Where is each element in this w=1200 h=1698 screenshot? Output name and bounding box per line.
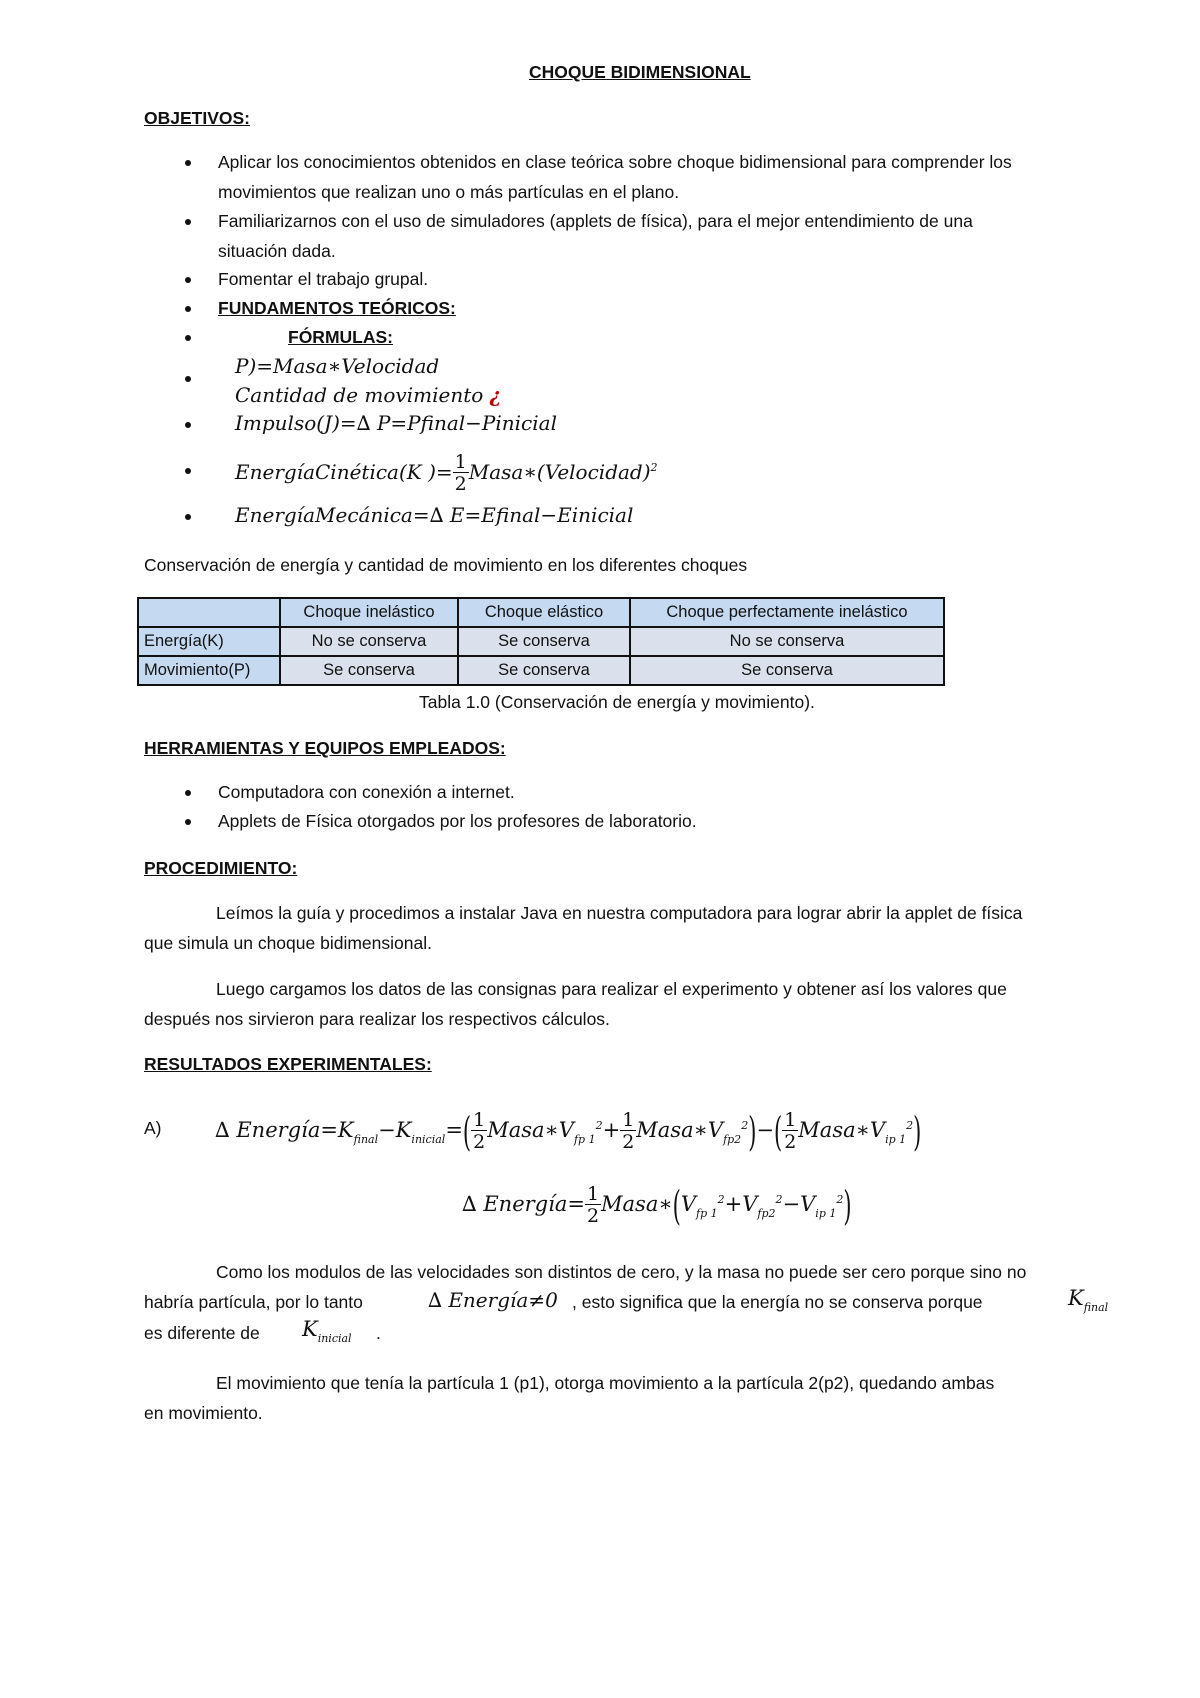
eq2-sq-1: 2	[717, 1193, 725, 1206]
fraction-half	[782, 1110, 798, 1153]
table-cell: No se conserva	[630, 627, 944, 656]
objetivo-1-line-1: Aplicar los conocimientos obtenidos en clase teórica sobre choque bidimensional para comprender los	[218, 152, 1012, 172]
bullet-icon	[185, 790, 191, 796]
herramienta-2: Applets de Física otorgados por los profesores de laboratorio.	[218, 811, 697, 831]
k-inicial-symbol	[302, 1317, 352, 1345]
k-letter: K	[302, 1317, 318, 1341]
eq1-kinicial-sub: inicial	[411, 1133, 446, 1146]
table-cell: Se conserva	[630, 656, 944, 685]
formula-energia-cinetica	[235, 444, 658, 496]
resultados-p1-line-2a: habría partícula, por lo tanto	[144, 1292, 363, 1312]
objetivo-2-line-2: situación dada.	[218, 241, 336, 261]
table-cell: Se conserva	[458, 627, 630, 656]
ec-right: Masa∗(Velocidad)	[468, 460, 651, 484]
table-header-cell: Choque perfectamente inelástico	[630, 598, 944, 627]
table-cell: Se conserva	[458, 656, 630, 685]
herramienta-1: Computadora con conexión a internet.	[218, 782, 515, 802]
eq2-sub-fp2: fp2	[757, 1207, 776, 1220]
resultados-p2-line-1: El movimiento que tenía la partícula 1 (p1), otorga movimiento a la partícula 2(p2), quedando ambas	[216, 1373, 995, 1393]
label-a: A)	[144, 1118, 162, 1138]
formulas-heading: FÓRMULAS:	[288, 327, 393, 347]
conservacion-intro: Conservación de energía y cantidad de movimiento en los diferentes choques	[144, 555, 748, 575]
eq2-sq-3: 2	[836, 1193, 844, 1206]
objetivos-heading: OBJETIVOS:	[144, 108, 250, 128]
eq2-num: 1	[586, 1183, 600, 1205]
eq2-close-paren: )	[843, 1182, 852, 1229]
eq2-sub-fp1: fp 1	[696, 1207, 718, 1220]
table-row	[138, 656, 944, 685]
equation-delta-energia-1	[215, 1098, 921, 1168]
fundamentos-heading: FUNDAMENTOS TEÓRICOS:	[218, 298, 456, 318]
table-row	[138, 627, 944, 656]
eq1-close-paren: )	[748, 1108, 757, 1155]
eq1-delta: ∆ Energía=K	[215, 1118, 354, 1142]
bullet-icon	[185, 219, 191, 225]
table-header-row	[138, 598, 944, 627]
eq1-num: 1	[784, 1109, 797, 1131]
resultados-p1-line-1: Como los modulos de las velocidades son distintos de cero, y la masa no puede ser cero porque sino no	[216, 1262, 1027, 1282]
eq1-masav-1: Masa∗V	[487, 1118, 574, 1142]
bullet-icon	[185, 468, 191, 474]
eq2-sq-2: 2	[775, 1193, 783, 1206]
eq1-den: 2	[784, 1131, 797, 1153]
resultados-p2-line-2: en movimiento.	[144, 1403, 263, 1423]
formula-cantidad-movimiento-line-1: P)=Masa∗Velocidad	[235, 354, 440, 378]
delta-energia-neq-zero: ∆ Energía≠0	[428, 1288, 558, 1312]
k-letter: K	[1068, 1286, 1084, 1310]
eq1-den: 2	[473, 1131, 486, 1153]
eq1-sub-fp2: fp2	[723, 1133, 742, 1146]
resultados-p1-line-3a: es diferente de	[144, 1323, 260, 1343]
fraction-half	[471, 1110, 487, 1153]
table-header-cell: Choque elástico	[458, 598, 630, 627]
eq1-sq-1: 2	[595, 1119, 603, 1132]
formula-cantidad-movimiento-line-2	[235, 383, 501, 407]
objetivo-1-line-2: movimientos que realizan uno o más partículas en el plano.	[218, 182, 680, 202]
ec-num: 1	[454, 451, 467, 473]
eq2-lhs: ∆ Energía=	[462, 1192, 585, 1216]
eq1-sub-ip1: ip 1	[885, 1133, 907, 1146]
page-title: CHOQUE BIDIMENSIONAL	[529, 62, 751, 82]
k-final-symbol	[1068, 1286, 1108, 1314]
k-inicial-sub: inicial	[317, 1332, 352, 1345]
bullet-icon	[185, 514, 191, 520]
eq1-plus: +	[602, 1118, 621, 1142]
ec-den: 2	[454, 473, 467, 495]
eq1-masav-2: Masa∗V	[636, 1118, 724, 1142]
table-header-cell: Choque inelástico	[280, 598, 458, 627]
formula-impulso: Impulso(J)=∆ P=Pfinal−Pinicial	[235, 411, 557, 435]
table-cell: Se conserva	[280, 656, 458, 685]
table-row-label: Energía(K)	[138, 627, 280, 656]
objetivo-3: Fomentar el trabajo grupal.	[218, 269, 429, 289]
procedimiento-p2-line-1: Luego cargamos los datos de las consignas para realizar el experimento y obtener así los valores que	[216, 979, 1007, 999]
equation-delta-energia-2	[462, 1172, 852, 1242]
conservation-table	[137, 597, 945, 686]
eq2-open-paren: (	[672, 1182, 681, 1229]
herramientas-heading: HERRAMIENTAS Y EQUIPOS EMPLEADOS:	[144, 738, 506, 758]
resultados-heading: RESULTADOS EXPERIMENTALES:	[144, 1054, 432, 1074]
eq1-open-paren: (	[462, 1108, 472, 1155]
eq1-num: 1	[473, 1109, 486, 1131]
fraction-half	[453, 452, 469, 495]
bullet-icon	[185, 306, 191, 312]
eq1-eq: =	[445, 1118, 463, 1142]
eq1-close-paren-2: )	[913, 1108, 922, 1155]
eq1-sub-fp1: fp 1	[573, 1133, 596, 1146]
procedimiento-heading: PROCEDIMIENTO:	[144, 858, 298, 878]
objetivo-2-line-1: Familiarizarnos con el uso de simuladores (applets de física), para el mejor entendimiento de una	[218, 211, 973, 231]
cantidad-label: Cantidad de movimiento	[235, 383, 484, 407]
eq1-masav-3: Masa∗V	[798, 1118, 886, 1142]
eq1-sq-2: 2	[741, 1119, 749, 1132]
eq2-sub-ip1: ip 1	[815, 1207, 837, 1220]
resultados-p1-period: .	[376, 1323, 381, 1343]
inverted-question-glyph: ¿	[489, 383, 502, 407]
eq2-v2: V	[742, 1192, 758, 1216]
eq1-minus: −	[756, 1118, 774, 1142]
fraction-half	[585, 1184, 601, 1227]
bullet-icon	[185, 376, 191, 382]
eq2-masa: Masa∗	[601, 1192, 673, 1216]
table-caption: Tabla 1.0 (Conservación de energía y movimiento).	[419, 692, 815, 712]
resultados-p1-line-2b: , esto significa que la energía no se conserva porque	[572, 1292, 983, 1312]
formula-energia-mecanica: EnergíaMecánica=∆ E=Efinal−Einicial	[235, 503, 634, 527]
bullet-icon	[185, 160, 191, 166]
procedimiento-p1-line-1: Leímos la guía y procedimos a instalar Java en nuestra computadora para lograr abrir la applet de física	[216, 903, 1023, 923]
eq1-den: 2	[622, 1131, 635, 1153]
bullet-icon	[185, 277, 191, 283]
table-header-cell	[138, 598, 280, 627]
eq1-open-paren-2: (	[774, 1108, 783, 1155]
bullet-icon	[185, 819, 191, 825]
eq1-minus-k: −K	[378, 1118, 412, 1142]
table-row-label: Movimiento(P)	[138, 656, 280, 685]
eq1-kfinal-sub: final	[353, 1133, 379, 1146]
procedimiento-p1-line-2: que simula un choque bidimensional.	[144, 933, 432, 953]
eq2-plus: +	[724, 1192, 743, 1216]
bullet-icon	[185, 422, 191, 428]
eq1-sq-3: 2	[906, 1119, 914, 1132]
eq2-minus: −	[782, 1192, 801, 1216]
eq1-num: 1	[622, 1109, 635, 1131]
eq2-v1: V	[680, 1192, 696, 1216]
eq2-v3: V	[800, 1192, 816, 1216]
ec-exp: 2	[650, 461, 658, 474]
table-cell: No se conserva	[280, 627, 458, 656]
k-final-sub: final	[1083, 1301, 1109, 1314]
ec-left: EnergíaCinética(K )=	[235, 460, 453, 484]
procedimiento-p2-line-2: después nos sirvieron para realizar los respectivos cálculos.	[144, 1009, 610, 1029]
fraction-half	[620, 1110, 636, 1153]
eq2-den: 2	[586, 1205, 600, 1227]
bullet-icon	[185, 335, 191, 341]
